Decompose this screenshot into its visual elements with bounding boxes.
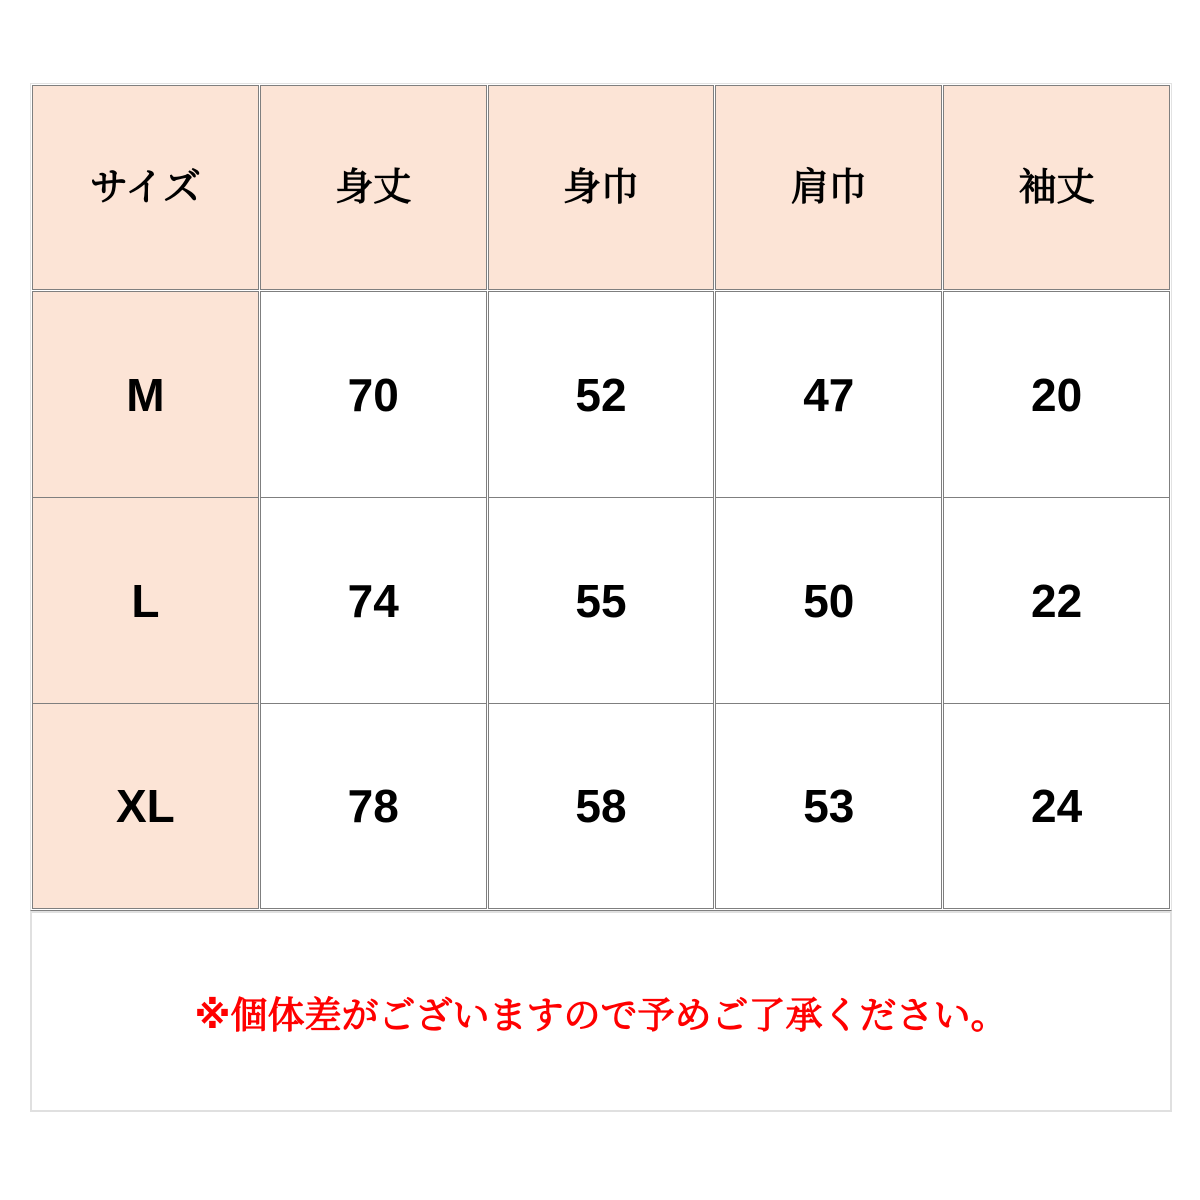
size-table bbox=[30, 83, 1172, 911]
col-header-body-length: 身丈 bbox=[260, 85, 487, 290]
note-text: ※個体差がございますので予めご了承ください。 bbox=[194, 994, 1008, 1036]
cell-xl-body-length: 78 bbox=[260, 703, 487, 909]
row-header-xl: XL bbox=[32, 703, 259, 909]
cell-l-shoulder-width: 50 bbox=[715, 497, 942, 703]
cell-l-body-width: 55 bbox=[488, 497, 715, 703]
cell-xl-body-width: 58 bbox=[488, 703, 715, 909]
col-header-size: サイズ bbox=[32, 85, 259, 290]
col-header-body-width: 身巾 bbox=[488, 85, 715, 290]
cell-m-body-width: 52 bbox=[488, 291, 715, 497]
cell-xl-sleeve-length: 24 bbox=[943, 703, 1170, 909]
col-header-sleeve-length: 袖丈 bbox=[943, 85, 1170, 290]
cell-l-sleeve-length: 22 bbox=[943, 497, 1170, 703]
row-header-m: M bbox=[32, 291, 259, 497]
cell-l-body-length: 74 bbox=[260, 497, 487, 703]
cell-m-sleeve-length: 20 bbox=[943, 291, 1170, 497]
col-header-shoulder-width: 肩巾 bbox=[715, 85, 942, 290]
row-header-l: L bbox=[32, 497, 259, 703]
cell-xl-shoulder-width: 53 bbox=[715, 703, 942, 909]
note-box bbox=[30, 911, 1172, 1112]
cell-m-body-length: 70 bbox=[260, 291, 487, 497]
cell-m-shoulder-width: 47 bbox=[715, 291, 942, 497]
